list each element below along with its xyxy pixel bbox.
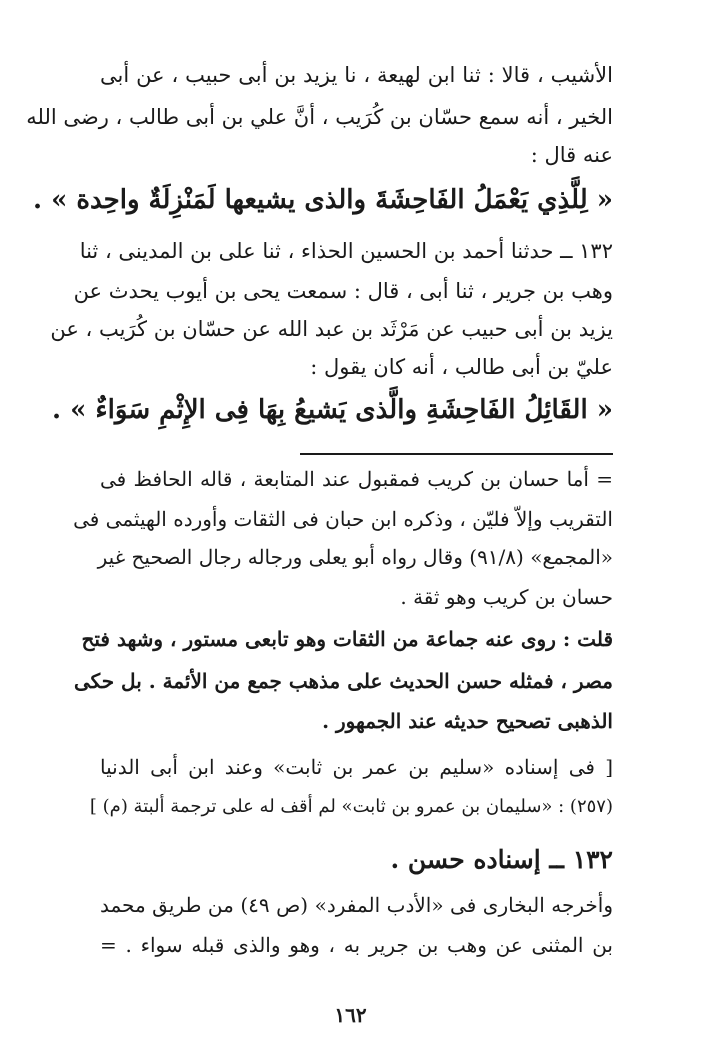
footnote-line: قلت : روى عنه جماعة من الثقات وهو تابعى مستور ، وشهد فتح [81,627,613,651]
page-number: ١٦٢ [334,1003,367,1027]
footnote-line: الذهبى تصحيح حديثه عند الجمهور . [322,709,613,733]
hadith-line: يزيد بن أبى حبيب عن مَرْثَد بن عبد الله عن حسّان بن كُرَيب ، عن [50,317,613,341]
main-line: الخير ، أنه سمع حسّان بن كُرَيب ، أنَّ علي بن أبى طالب ، رضى الله [26,105,613,129]
editor-note-line: (٢٥٧) : «سليمان بن عمرو بن ثابت» لم أقف له على ترجمة ألبتة (م) ] [89,796,613,817]
quoted-saying: « لِلَّذِي يَعْمَلُ الفَاحِشَةَ والذى يشيعها لَمَنْزِلَةٌ واحِدة » . [32,185,613,215]
footnote-line: «المجمع» (٩١/٨) وقال رواه أبو يعلى ورجاله رجال الصحيح غير [97,545,613,569]
hadith-line: عليّ بن أبى طالب ، أنه كان يقول : [310,355,613,379]
hadith-line: ١٣٢ ــ حدثنا أحمد بن الحسين الحذاء ، ثنا على بن المدينى ، ثنا [79,239,613,263]
main-line: عنه قال : [530,143,613,167]
section-heading: ١٣٢ ــ إسناده حسن . [390,845,613,874]
quoted-saying: « القَائِلُ الفَاحِشَةِ والَّذى يَشيعُ بِهَا فِى الإِثْمِ سَوَاءٌ » . [52,395,613,425]
footnote-line: وأخرجه البخارى فى «الأدب المفرد» (ص ٤٩) من طريق محمد [100,893,613,917]
footnote-separator [300,453,613,455]
hadith-line: وهب بن جرير ، ثنا أبى ، قال : سمعت يحى بن أيوب يحدث عن [73,279,613,303]
footnote-line: = أما حسان بن كريب فمقبول عند المتابعة ، قاله الحافظ فى [100,467,613,491]
footnote-line: مصر ، فمثله حسن الحديث على مذهب جمع من الأئمة . بل حكى [74,669,613,693]
main-line: الأشيب ، قالا : ثنا ابن لهيعة ، نا يزيد بن أبى حبيب ، عن أبى [100,63,613,87]
footnote-line: حسان بن كريب وهو ثقة . [400,585,613,609]
footnote-line: بن المثنى عن وهب بن جرير به ، وهو والذى قبله سواء . = [100,933,613,957]
editor-note-line: [ فى إسناده «سليم بن عمر بن ثابت» وعند ابن أبى الدنيا [100,755,613,779]
footnote-line: التقريب وإلاّ فليّن ، وذكره ابن حبان فى الثقات وأورده الهيثمى فى [73,507,613,531]
